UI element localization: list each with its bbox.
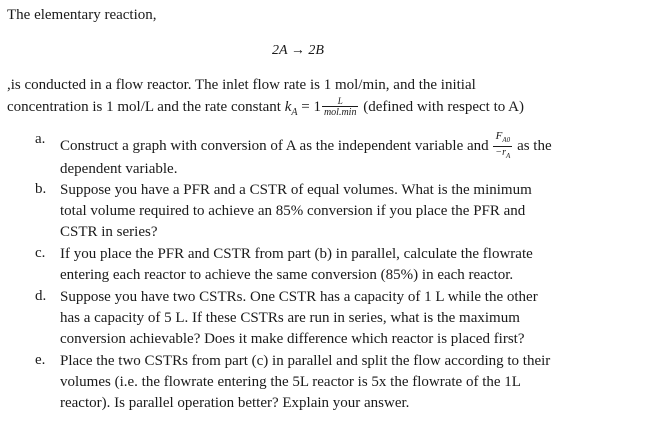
question-b-line-3: CSTR in series? [60, 224, 158, 240]
product: 2B [308, 43, 324, 58]
question-d-line-3: conversion achievable? Does it make difference which reactor is placed first? [60, 331, 525, 347]
levenspiel-ratio: $\frac{F_{A0}}{-r_A}$ [495, 130, 511, 161]
question-e-line-1: Place the two CSTRs from part (c) in parallel and split the flow according to their [60, 353, 551, 369]
reaction-arrow-icon: → [290, 43, 305, 58]
intro-line-2-prefix: concentration is 1 mol/L and the rate constant [7, 98, 281, 115]
question-e-line-3: reactor). Is parallel operation better? Explain your answer. [60, 395, 410, 411]
rate-constant-units: $\frac{L}{\text{mol.min}}$ [323, 96, 357, 118]
question-e-line-2: volumes (i.e. the flowrate entering the 5L reactor is 5x the flowrate of the 1L [60, 374, 521, 390]
question-a-line-1: Construct a graph with conversion of A as the independent variable and $\frac{F_{A0}}{-r_A}$ as the [60, 130, 552, 161]
question-c-line-2: entering each reactor to achieve the same conversion (85%) in each reactor. [60, 267, 514, 283]
question-d-line-1: Suppose you have two CSTRs. One CSTR has a capacity of 1 L while the other [60, 289, 538, 305]
question-d-line-2: has a capacity of 5 L. If these CSTRs are run in series, what is the maximum [60, 310, 520, 326]
question-a-marker: a. [35, 131, 46, 147]
reactant: 2A [272, 43, 288, 58]
question-a-line-2: dependent variable. [60, 161, 178, 177]
question-e-marker: e. [35, 352, 46, 368]
rate-constant-equals: = 1 [301, 98, 321, 115]
question-d-marker: d. [35, 288, 47, 304]
rate-constant-symbol: $k_A$ [284, 98, 298, 118]
question-b-line-2: total volume required to achieve an 85% conversion if you place the PFR and [60, 203, 526, 219]
intro-line-2 [7, 97, 524, 122]
reaction-equation [272, 42, 324, 60]
question-b-marker: b. [35, 181, 47, 197]
question-c-line-1: If you place the PFR and CSTR from part (b) in parallel, calculate the flowrate [60, 246, 533, 262]
intro-line-1: ,is conducted in a flow reactor. The inlet flow rate is 1 mol/min, and the initial [7, 77, 476, 93]
question-c-marker: c. [35, 245, 46, 261]
problem-heading: The elementary reaction, [7, 7, 157, 23]
question-b-line-1: Suppose you have a PFR and a CSTR of equal volumes. What is the minimum [60, 182, 532, 198]
intro-line-2-suffix: (defined with respect to A) [363, 98, 524, 115]
